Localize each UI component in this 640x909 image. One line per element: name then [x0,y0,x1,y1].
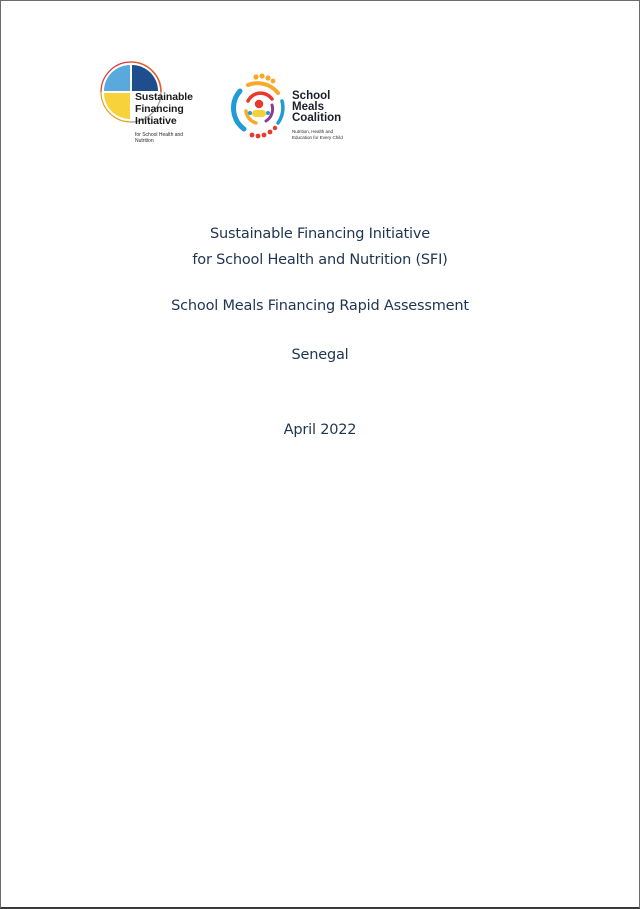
smc-logo [226,59,366,155]
document-date: April 2022 [283,422,357,438]
smc-tagline-line: Education for Every Child [292,134,343,140]
smc-name-line: Coalition [292,112,342,124]
smc-name [292,91,341,124]
smc-tagline-line: Nutrition, Health and [292,129,334,134]
smc-name-line: Meals [292,101,324,113]
sfi-tagline-line: Nutrition [135,138,154,144]
smc-name-line: School [292,90,331,102]
logo-row [98,59,366,155]
document-title-line-1: Sustainable Financing Initiative [210,226,430,242]
document-subtitle: School Meals Financing Rapid Assessment [171,298,469,314]
smc-tagline [292,129,362,140]
sfi-logo [98,59,218,155]
sfi-name-line: Sustainable [135,91,193,103]
sfi-name-line: Initiative [135,115,177,127]
document-country: Senegal [291,347,349,363]
sfi-name-line: Financing [135,103,184,115]
sfi-tagline [135,132,195,144]
school-meals-emblem-icon [226,71,290,143]
sfi-name [135,91,193,127]
document-title-line-2: for School Health and Nutrition (SFI) [192,252,448,268]
sfi-tagline-line: for School Health and [135,132,184,138]
